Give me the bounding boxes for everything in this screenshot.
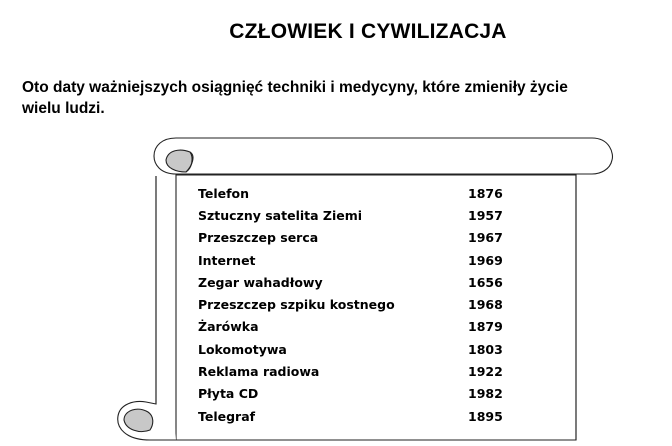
- achievement-year: 1879: [468, 319, 503, 335]
- intro-line-2: wielu ludzi.: [22, 100, 105, 117]
- table-row: [198, 293, 518, 315]
- achievement-name: Telefon: [198, 185, 250, 201]
- achievement-name: Lokomotywa: [198, 341, 287, 357]
- achievement-year: 1922: [468, 364, 503, 380]
- achievement-name: Internet: [198, 252, 256, 268]
- achievement-year: 1656: [468, 274, 503, 290]
- achievement-year: 1968: [468, 297, 503, 313]
- achievement-year: 1967: [468, 230, 503, 246]
- achievements-table: [198, 182, 518, 427]
- table-row: [198, 227, 518, 249]
- achievement-name: Płyta CD: [198, 386, 259, 402]
- achievement-year: 1982: [468, 386, 503, 402]
- achievement-name: Przeszczep szpiku kostnego: [198, 297, 395, 313]
- table-row: [198, 405, 518, 427]
- table-row: [198, 182, 518, 204]
- table-row: [198, 360, 518, 382]
- page-title: CZŁOWIEK I CYWILIZACJA: [229, 20, 507, 43]
- intro-line-1: Oto daty ważniejszych osiągnięć techniki i medycyny, które zmieniły życie: [22, 79, 568, 96]
- achievement-year: 1876: [468, 185, 503, 201]
- table-row: [198, 271, 518, 293]
- achievement-year: 1957: [468, 207, 503, 223]
- table-row: [198, 249, 518, 271]
- table-row: [198, 204, 518, 226]
- achievement-name: Sztuczny satelita Ziemi: [198, 207, 363, 223]
- table-row: [198, 338, 518, 360]
- table-row: [198, 316, 518, 338]
- achievement-year: 1803: [468, 341, 503, 357]
- achievement-name: Reklama radiowa: [198, 364, 320, 380]
- achievement-name: Przeszczep serca: [198, 230, 319, 246]
- achievement-name: Żarówka: [198, 319, 259, 335]
- table-row: [198, 383, 518, 405]
- achievement-name: Zegar wahadłowy: [198, 274, 323, 290]
- scroll-top-roll: [154, 138, 612, 174]
- achievement-year: 1895: [468, 408, 503, 424]
- scroll-bottom-roll: [118, 176, 176, 440]
- achievement-name: Telegraf: [198, 408, 256, 424]
- achievement-year: 1969: [468, 252, 503, 268]
